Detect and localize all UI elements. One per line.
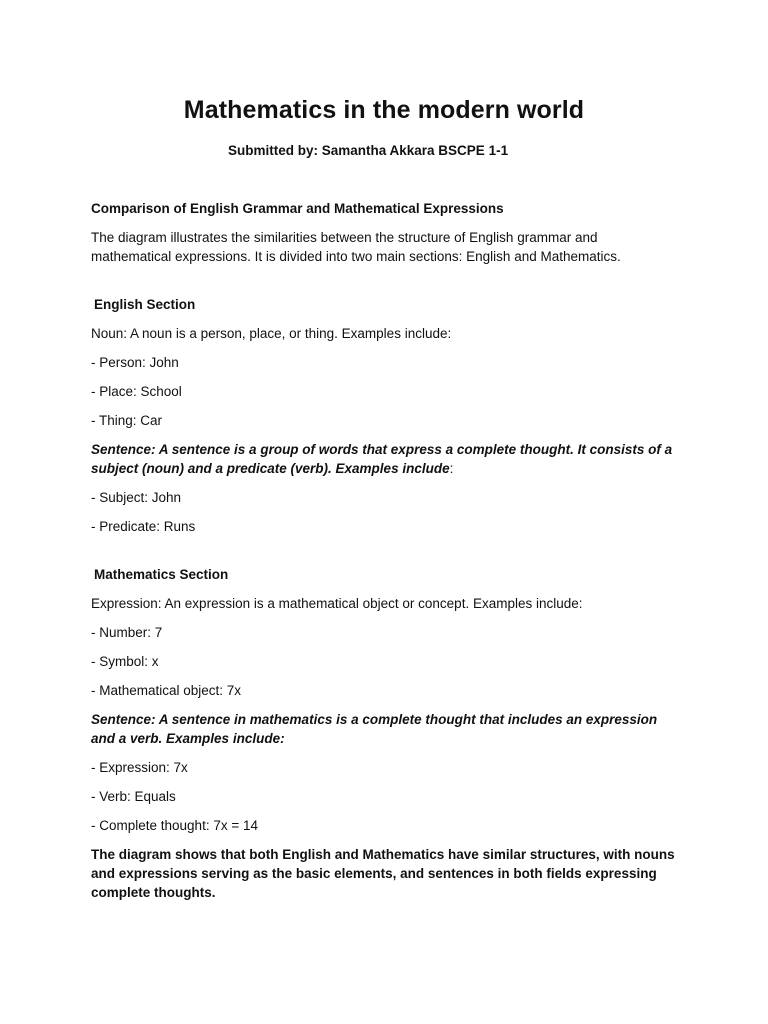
english-section-heading: English Section bbox=[94, 297, 196, 312]
expression-example: - Symbol: x bbox=[91, 654, 159, 669]
noun-example: - Thing: Car bbox=[91, 413, 163, 428]
english-sentence-tail: : bbox=[449, 461, 454, 476]
math-section-heading: Mathematics Section bbox=[94, 567, 229, 582]
noun-definition: Noun: A noun is a person, place, or thing. Examples include: bbox=[91, 326, 452, 341]
submitted-by: Submitted by: Samantha Akkara BSCPE 1-1 bbox=[228, 143, 509, 158]
english-sentence-emphasis: Sentence: A sentence is a group of words that express a complete thought. It consists of a subject (noun) and a predicate (verb). Examples include bbox=[91, 442, 673, 476]
conclusion-paragraph: The diagram shows that both English and Mathematics have similar structures, with nouns and expressions serving as the basic elements, and sentences in both fields expressing complete thoughts. bbox=[91, 847, 675, 900]
expression-example: - Number: 7 bbox=[91, 625, 163, 640]
expression-example: - Mathematical object: 7x bbox=[91, 683, 242, 698]
sentence-example: - Subject: John bbox=[91, 490, 182, 505]
page-title: Mathematics in the modern world bbox=[183, 96, 585, 124]
math-sentence-example: - Expression: 7x bbox=[91, 760, 188, 775]
document-subtitle: Comparison of English Grammar and Mathematical Expressions bbox=[91, 201, 504, 216]
noun-example: - Place: School bbox=[91, 384, 182, 399]
english-sentence-definition bbox=[91, 440, 681, 478]
sentence-example: - Predicate: Runs bbox=[91, 519, 196, 534]
math-sentence-definition: Sentence: A sentence in mathematics is a complete thought that includes an expression and a verb. Examples include: bbox=[91, 712, 658, 746]
math-sentence-example: - Complete thought: 7x = 14 bbox=[91, 818, 258, 833]
expression-definition: Expression: An expression is a mathematical object or concept. Examples include: bbox=[91, 596, 583, 611]
noun-example: - Person: John bbox=[91, 355, 179, 370]
document-body bbox=[91, 199, 681, 912]
intro-paragraph: The diagram illustrates the similarities between the structure of English grammar and mathematical expressions. It is divided into two main sections: English and Mathematics. bbox=[91, 230, 621, 264]
math-sentence-example: - Verb: Equals bbox=[91, 789, 176, 804]
